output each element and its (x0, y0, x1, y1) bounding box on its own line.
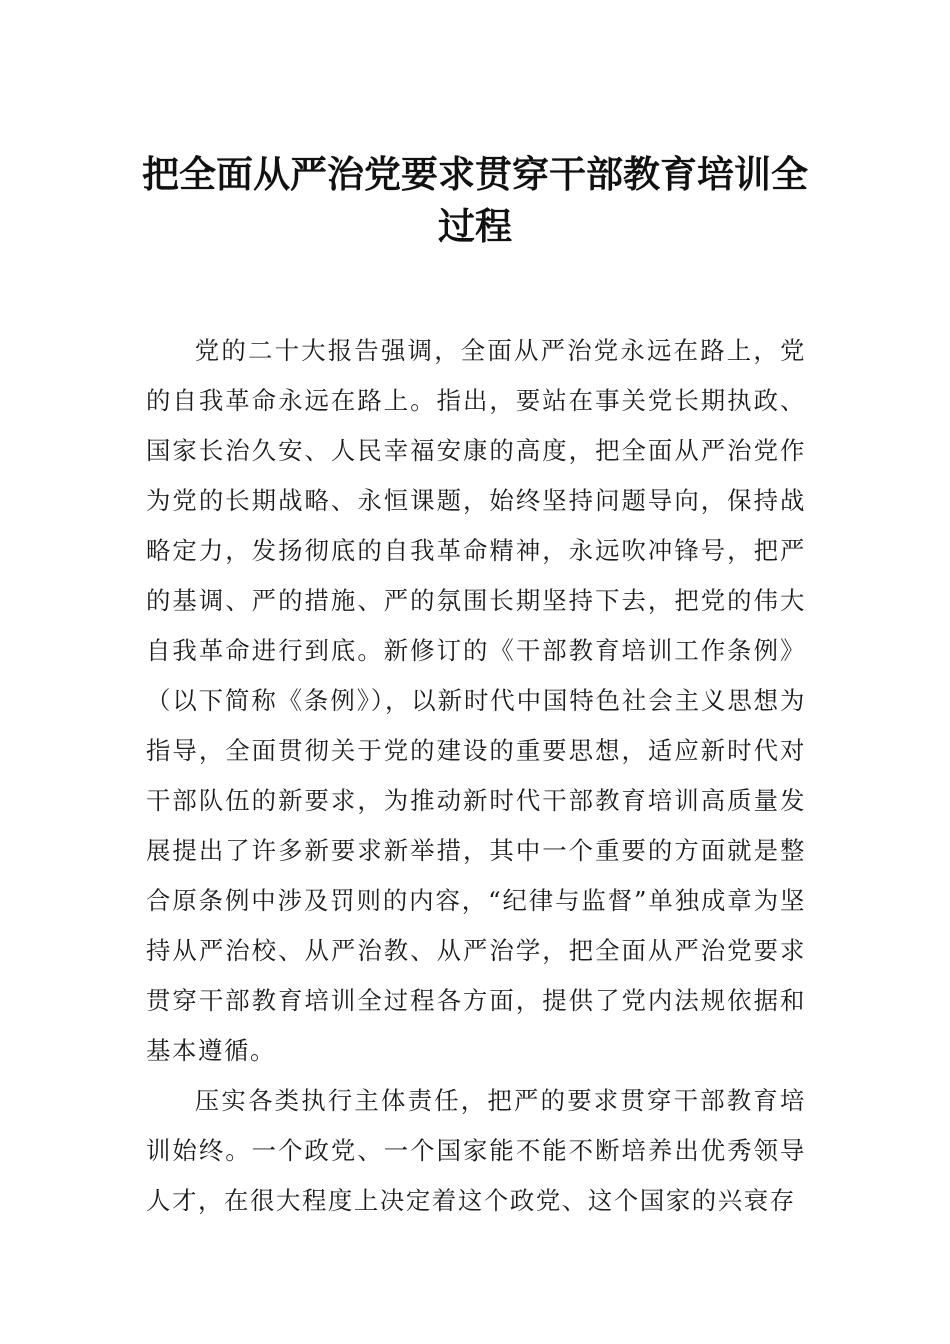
document-title: 把全面从严治党要求贯穿干部教育培训全过程 (142, 152, 808, 248)
body-paragraph-1: 党的二十大报告强调，全面从严治党永远在路上，党的自我革命永远在路上。指出，要站在事关党长期执政、国家长治久安、人民幸福安康的高度，把全面从严治党作为党的长期战略、永恒课题，始终坚持问题导向，保持战略定力，发扬彻底的自我革命精神，永远吹冲锋号，把严的基调、严的措施、严的氛围长期坚持下去，把党的伟大自我革命进行到底。新修订的《干部教育培训工作条例》（以下简称《条例》），以新时代中国特色社会主义思想为指导，全面贯彻关于党的建设的重要思想，适应新时代对干部队伍的新要求，为推动新时代干部教育培训高质量发展提出了许多新要求新举措，其中一个重要的方面就是整合原条例中涉及罚则的内容，“纪律与监督”单独成章为坚持从严治校、从严治教、从严治学，把全面从严治党要求贯穿干部教育培训全过程各方面，提供了党内法规依据和基本遵循。 (146, 336, 806, 1065)
document-body (146, 326, 806, 1226)
body-paragraph-2: 压实各类执行主体责任，把严的要求贯穿干部教育培训始终。一个政党、一个国家能不能不断培养出优秀领导人才，在很大程度上决定着这个政党、这个国家的兴衰存 (146, 1086, 806, 1215)
